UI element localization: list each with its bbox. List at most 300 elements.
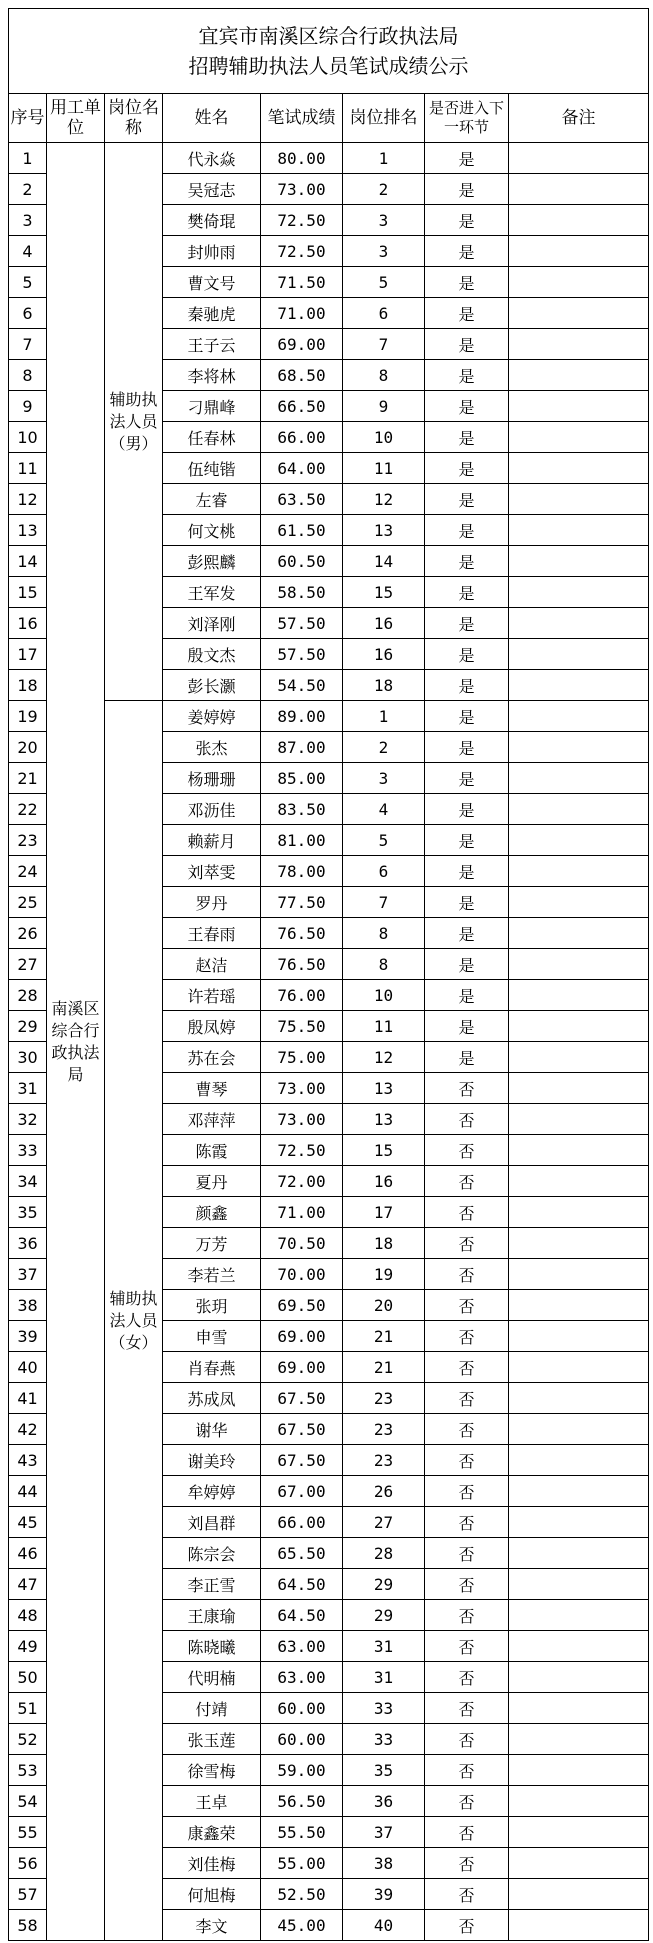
- row-rank: 2: [343, 732, 425, 763]
- row-note: [509, 1662, 649, 1693]
- row-rank: 31: [343, 1631, 425, 1662]
- row-advance: 是: [425, 1011, 509, 1042]
- row-seq: 3: [9, 205, 47, 236]
- row-advance: 是: [425, 515, 509, 546]
- row-name: 苏成凤: [163, 1383, 261, 1414]
- row-name: 李将林: [163, 360, 261, 391]
- row-advance: 是: [425, 298, 509, 329]
- row-name: 刘佳梅: [163, 1848, 261, 1879]
- row-score: 64.50: [261, 1569, 343, 1600]
- row-seq: 47: [9, 1569, 47, 1600]
- row-rank: 12: [343, 1042, 425, 1073]
- header-position: 岗位名称: [105, 94, 163, 143]
- row-seq: 27: [9, 949, 47, 980]
- row-name: 康鑫荣: [163, 1817, 261, 1848]
- row-note: [509, 732, 649, 763]
- row-note: [509, 174, 649, 205]
- row-seq: 45: [9, 1507, 47, 1538]
- row-note: [509, 1011, 649, 1042]
- row-name: 刁鼎峰: [163, 391, 261, 422]
- row-rank: 11: [343, 453, 425, 484]
- row-name: 王军发: [163, 577, 261, 608]
- row-score: 73.00: [261, 174, 343, 205]
- row-rank: 8: [343, 949, 425, 980]
- row-seq: 30: [9, 1042, 47, 1073]
- row-name: 肖春燕: [163, 1352, 261, 1383]
- row-rank: 8: [343, 918, 425, 949]
- row-advance: 否: [425, 1228, 509, 1259]
- row-score: 67.50: [261, 1414, 343, 1445]
- row-rank: 7: [343, 329, 425, 360]
- row-note: [509, 918, 649, 949]
- row-advance: 否: [425, 1414, 509, 1445]
- row-advance: 否: [425, 1352, 509, 1383]
- row-seq: 6: [9, 298, 47, 329]
- row-seq: 31: [9, 1073, 47, 1104]
- row-score: 59.00: [261, 1755, 343, 1786]
- row-seq: 5: [9, 267, 47, 298]
- row-rank: 19: [343, 1259, 425, 1290]
- row-score: 76.50: [261, 918, 343, 949]
- row-score: 67.00: [261, 1476, 343, 1507]
- row-rank: 33: [343, 1724, 425, 1755]
- row-note: [509, 1538, 649, 1569]
- header-name: 姓名: [163, 94, 261, 143]
- header-unit: 用工单位: [47, 94, 105, 143]
- header-score: 笔试成绩: [261, 94, 343, 143]
- row-name: 张玉莲: [163, 1724, 261, 1755]
- row-advance: 是: [425, 453, 509, 484]
- row-score: 71.00: [261, 1197, 343, 1228]
- row-seq: 53: [9, 1755, 47, 1786]
- row-note: [509, 1631, 649, 1662]
- row-seq: 11: [9, 453, 47, 484]
- row-rank: 31: [343, 1662, 425, 1693]
- row-advance: 是: [425, 391, 509, 422]
- row-note: [509, 1352, 649, 1383]
- row-advance: 是: [425, 360, 509, 391]
- row-rank: 15: [343, 577, 425, 608]
- row-note: [509, 1879, 649, 1910]
- row-score: 58.50: [261, 577, 343, 608]
- row-seq: 55: [9, 1817, 47, 1848]
- row-note: [509, 422, 649, 453]
- row-advance: 是: [425, 887, 509, 918]
- row-advance: 否: [425, 1073, 509, 1104]
- row-name: 彭熙麟: [163, 546, 261, 577]
- score-sheet: [8, 8, 648, 1941]
- row-score: 87.00: [261, 732, 343, 763]
- row-rank: 16: [343, 1166, 425, 1197]
- row-score: 69.00: [261, 1321, 343, 1352]
- row-note: [509, 1042, 649, 1073]
- position-group-2: 辅助执法人员（女）: [105, 701, 163, 1941]
- row-seq: 32: [9, 1104, 47, 1135]
- row-score: 69.00: [261, 1352, 343, 1383]
- row-score: 72.50: [261, 236, 343, 267]
- row-rank: 8: [343, 360, 425, 391]
- row-score: 52.50: [261, 1879, 343, 1910]
- row-seq: 29: [9, 1011, 47, 1042]
- row-rank: 16: [343, 639, 425, 670]
- row-advance: 是: [425, 1042, 509, 1073]
- row-note: [509, 1166, 649, 1197]
- row-advance: 是: [425, 236, 509, 267]
- row-seq: 10: [9, 422, 47, 453]
- row-advance: 是: [425, 949, 509, 980]
- row-note: [509, 1507, 649, 1538]
- row-seq: 25: [9, 887, 47, 918]
- row-advance: 否: [425, 1383, 509, 1414]
- row-rank: 6: [343, 856, 425, 887]
- row-note: [509, 546, 649, 577]
- row-note: [509, 1383, 649, 1414]
- row-score: 55.50: [261, 1817, 343, 1848]
- row-seq: 12: [9, 484, 47, 515]
- row-score: 54.50: [261, 670, 343, 701]
- table-row: [9, 701, 649, 732]
- row-name: 陈晓曦: [163, 1631, 261, 1662]
- row-name: 张玥: [163, 1290, 261, 1321]
- row-advance: 否: [425, 1848, 509, 1879]
- row-rank: 17: [343, 1197, 425, 1228]
- row-score: 76.50: [261, 949, 343, 980]
- row-rank: 1: [343, 143, 425, 174]
- row-rank: 11: [343, 1011, 425, 1042]
- row-name: 姜婷婷: [163, 701, 261, 732]
- row-seq: 28: [9, 980, 47, 1011]
- row-note: [509, 1600, 649, 1631]
- row-score: 66.00: [261, 422, 343, 453]
- row-note: [509, 608, 649, 639]
- row-rank: 23: [343, 1445, 425, 1476]
- row-advance: 否: [425, 1662, 509, 1693]
- row-rank: 18: [343, 1228, 425, 1259]
- row-name: 左睿: [163, 484, 261, 515]
- row-advance: 是: [425, 639, 509, 670]
- row-seq: 24: [9, 856, 47, 887]
- row-advance: 否: [425, 1321, 509, 1352]
- row-name: 颜鑫: [163, 1197, 261, 1228]
- row-name: 李正雪: [163, 1569, 261, 1600]
- row-rank: 20: [343, 1290, 425, 1321]
- title-line-1: 宜宾市南溪区综合行政执法局: [198, 24, 459, 48]
- row-rank: 9: [343, 391, 425, 422]
- row-score: 77.50: [261, 887, 343, 918]
- row-note: [509, 267, 649, 298]
- row-rank: 23: [343, 1414, 425, 1445]
- row-note: [509, 1290, 649, 1321]
- row-advance: 否: [425, 1197, 509, 1228]
- row-seq: 49: [9, 1631, 47, 1662]
- row-rank: 10: [343, 980, 425, 1011]
- row-advance: 是: [425, 670, 509, 701]
- row-note: [509, 1197, 649, 1228]
- row-score: 68.50: [261, 360, 343, 391]
- row-name: 李文: [163, 1910, 261, 1941]
- row-seq: 18: [9, 670, 47, 701]
- row-score: 63.00: [261, 1662, 343, 1693]
- row-note: [509, 1414, 649, 1445]
- row-name: 谢华: [163, 1414, 261, 1445]
- row-rank: 26: [343, 1476, 425, 1507]
- row-advance: 否: [425, 1724, 509, 1755]
- row-score: 57.50: [261, 639, 343, 670]
- row-name: 王子云: [163, 329, 261, 360]
- row-seq: 23: [9, 825, 47, 856]
- row-note: [509, 1476, 649, 1507]
- row-score: 56.50: [261, 1786, 343, 1817]
- row-seq: 7: [9, 329, 47, 360]
- row-rank: 15: [343, 1135, 425, 1166]
- row-name: 邓萍萍: [163, 1104, 261, 1135]
- row-note: [509, 825, 649, 856]
- row-note: [509, 1321, 649, 1352]
- row-rank: 4: [343, 794, 425, 825]
- row-advance: 否: [425, 1166, 509, 1197]
- row-score: 72.00: [261, 1166, 343, 1197]
- row-name: 樊倚琨: [163, 205, 261, 236]
- row-score: 85.00: [261, 763, 343, 794]
- row-seq: 15: [9, 577, 47, 608]
- row-name: 杨珊珊: [163, 763, 261, 794]
- row-seq: 35: [9, 1197, 47, 1228]
- row-seq: 46: [9, 1538, 47, 1569]
- row-score: 70.00: [261, 1259, 343, 1290]
- row-note: [509, 329, 649, 360]
- row-score: 64.50: [261, 1600, 343, 1631]
- row-score: 71.00: [261, 298, 343, 329]
- row-seq: 56: [9, 1848, 47, 1879]
- row-note: [509, 515, 649, 546]
- row-seq: 43: [9, 1445, 47, 1476]
- row-rank: 12: [343, 484, 425, 515]
- row-rank: 3: [343, 205, 425, 236]
- row-note: [509, 1104, 649, 1135]
- row-seq: 39: [9, 1321, 47, 1352]
- row-seq: 37: [9, 1259, 47, 1290]
- row-rank: 18: [343, 670, 425, 701]
- row-seq: 57: [9, 1879, 47, 1910]
- row-note: [509, 1228, 649, 1259]
- row-rank: 21: [343, 1321, 425, 1352]
- row-rank: 7: [343, 887, 425, 918]
- row-name: 刘萃雯: [163, 856, 261, 887]
- row-advance: 是: [425, 267, 509, 298]
- row-score: 80.00: [261, 143, 343, 174]
- row-advance: 否: [425, 1600, 509, 1631]
- row-note: [509, 1693, 649, 1724]
- row-seq: 41: [9, 1383, 47, 1414]
- row-advance: 否: [425, 1817, 509, 1848]
- row-name: 封帅雨: [163, 236, 261, 267]
- row-seq: 2: [9, 174, 47, 205]
- row-rank: 13: [343, 1073, 425, 1104]
- row-score: 69.00: [261, 329, 343, 360]
- row-score: 67.50: [261, 1445, 343, 1476]
- row-note: [509, 856, 649, 887]
- row-rank: 21: [343, 1352, 425, 1383]
- row-name: 曹文号: [163, 267, 261, 298]
- row-name: 何旭梅: [163, 1879, 261, 1910]
- row-name: 牟婷婷: [163, 1476, 261, 1507]
- row-note: [509, 298, 649, 329]
- row-seq: 17: [9, 639, 47, 670]
- header-note: 备注: [509, 94, 649, 143]
- row-score: 75.50: [261, 1011, 343, 1042]
- row-score: 70.50: [261, 1228, 343, 1259]
- row-name: 徐雪梅: [163, 1755, 261, 1786]
- row-name: 任春林: [163, 422, 261, 453]
- row-rank: 13: [343, 515, 425, 546]
- row-name: 殷文杰: [163, 639, 261, 670]
- row-rank: 40: [343, 1910, 425, 1941]
- row-score: 63.00: [261, 1631, 343, 1662]
- title-line-2: 招聘辅助执法人员笔试成绩公示: [188, 54, 469, 78]
- row-rank: 29: [343, 1600, 425, 1631]
- row-note: [509, 794, 649, 825]
- row-seq: 36: [9, 1228, 47, 1259]
- row-note: [509, 484, 649, 515]
- row-advance: 是: [425, 422, 509, 453]
- row-name: 李若兰: [163, 1259, 261, 1290]
- row-advance: 是: [425, 763, 509, 794]
- row-score: 83.50: [261, 794, 343, 825]
- row-advance: 否: [425, 1476, 509, 1507]
- row-advance: 否: [425, 1538, 509, 1569]
- row-advance: 是: [425, 546, 509, 577]
- row-seq: 20: [9, 732, 47, 763]
- row-name: 秦驰虎: [163, 298, 261, 329]
- row-note: [509, 1073, 649, 1104]
- row-rank: 33: [343, 1693, 425, 1724]
- row-note: [509, 1910, 649, 1941]
- row-advance: 否: [425, 1135, 509, 1166]
- row-name: 申雪: [163, 1321, 261, 1352]
- row-seq: 51: [9, 1693, 47, 1724]
- row-rank: 29: [343, 1569, 425, 1600]
- row-score: 72.50: [261, 1135, 343, 1166]
- row-advance: 是: [425, 143, 509, 174]
- row-name: 刘昌群: [163, 1507, 261, 1538]
- row-advance: 否: [425, 1259, 509, 1290]
- row-note: [509, 1786, 649, 1817]
- row-note: [509, 1445, 649, 1476]
- row-advance: 是: [425, 484, 509, 515]
- row-score: 60.00: [261, 1693, 343, 1724]
- row-name: 万芳: [163, 1228, 261, 1259]
- row-score: 55.00: [261, 1848, 343, 1879]
- row-name: 王春雨: [163, 918, 261, 949]
- row-name: 赖薪月: [163, 825, 261, 856]
- row-seq: 52: [9, 1724, 47, 1755]
- row-rank: 27: [343, 1507, 425, 1538]
- row-rank: 5: [343, 825, 425, 856]
- row-name: 罗丹: [163, 887, 261, 918]
- row-seq: 38: [9, 1290, 47, 1321]
- row-name: 付靖: [163, 1693, 261, 1724]
- row-score: 64.00: [261, 453, 343, 484]
- row-rank: 23: [343, 1383, 425, 1414]
- row-rank: 16: [343, 608, 425, 639]
- row-name: 陈宗会: [163, 1538, 261, 1569]
- row-advance: 是: [425, 205, 509, 236]
- row-score: 60.50: [261, 546, 343, 577]
- row-name: 王卓: [163, 1786, 261, 1817]
- row-seq: 48: [9, 1600, 47, 1631]
- row-advance: 是: [425, 856, 509, 887]
- row-note: [509, 143, 649, 174]
- row-advance: 是: [425, 174, 509, 205]
- row-note: [509, 763, 649, 794]
- row-seq: 54: [9, 1786, 47, 1817]
- row-name: 殷凤婷: [163, 1011, 261, 1042]
- row-seq: 26: [9, 918, 47, 949]
- row-note: [509, 980, 649, 1011]
- row-rank: 13: [343, 1104, 425, 1135]
- row-name: 张杰: [163, 732, 261, 763]
- header-rank: 岗位排名: [343, 94, 425, 143]
- row-advance: 否: [425, 1104, 509, 1135]
- row-note: [509, 887, 649, 918]
- row-note: [509, 453, 649, 484]
- row-note: [509, 701, 649, 732]
- row-score: 75.00: [261, 1042, 343, 1073]
- row-name: 许若瑶: [163, 980, 261, 1011]
- row-rank: 3: [343, 236, 425, 267]
- row-advance: 否: [425, 1786, 509, 1817]
- row-seq: 42: [9, 1414, 47, 1445]
- header-seq: 序号: [9, 94, 47, 143]
- row-note: [509, 391, 649, 422]
- row-note: [509, 236, 649, 267]
- row-advance: 是: [425, 701, 509, 732]
- row-rank: 38: [343, 1848, 425, 1879]
- row-advance: 是: [425, 980, 509, 1011]
- row-rank: 39: [343, 1879, 425, 1910]
- row-advance: 否: [425, 1879, 509, 1910]
- row-score: 45.00: [261, 1910, 343, 1941]
- row-rank: 10: [343, 422, 425, 453]
- row-rank: 28: [343, 1538, 425, 1569]
- row-note: [509, 639, 649, 670]
- score-table: [8, 8, 649, 1941]
- position-group-1: 辅助执法人员（男）: [105, 143, 163, 701]
- row-note: [509, 1817, 649, 1848]
- row-seq: 4: [9, 236, 47, 267]
- row-seq: 33: [9, 1135, 47, 1166]
- row-name: 苏在会: [163, 1042, 261, 1073]
- page-title: [9, 9, 649, 94]
- row-seq: 21: [9, 763, 47, 794]
- row-name: 谢美玲: [163, 1445, 261, 1476]
- row-name: 刘泽刚: [163, 608, 261, 639]
- row-seq: 19: [9, 701, 47, 732]
- row-score: 61.50: [261, 515, 343, 546]
- row-name: 彭长灏: [163, 670, 261, 701]
- row-score: 71.50: [261, 267, 343, 298]
- row-name: 代永焱: [163, 143, 261, 174]
- header-row: [9, 94, 649, 143]
- row-rank: 2: [343, 174, 425, 205]
- row-note: [509, 360, 649, 391]
- row-advance: 是: [425, 329, 509, 360]
- row-rank: 5: [343, 267, 425, 298]
- row-score: 73.00: [261, 1073, 343, 1104]
- row-note: [509, 1724, 649, 1755]
- row-note: [509, 1569, 649, 1600]
- row-name: 伍纯锴: [163, 453, 261, 484]
